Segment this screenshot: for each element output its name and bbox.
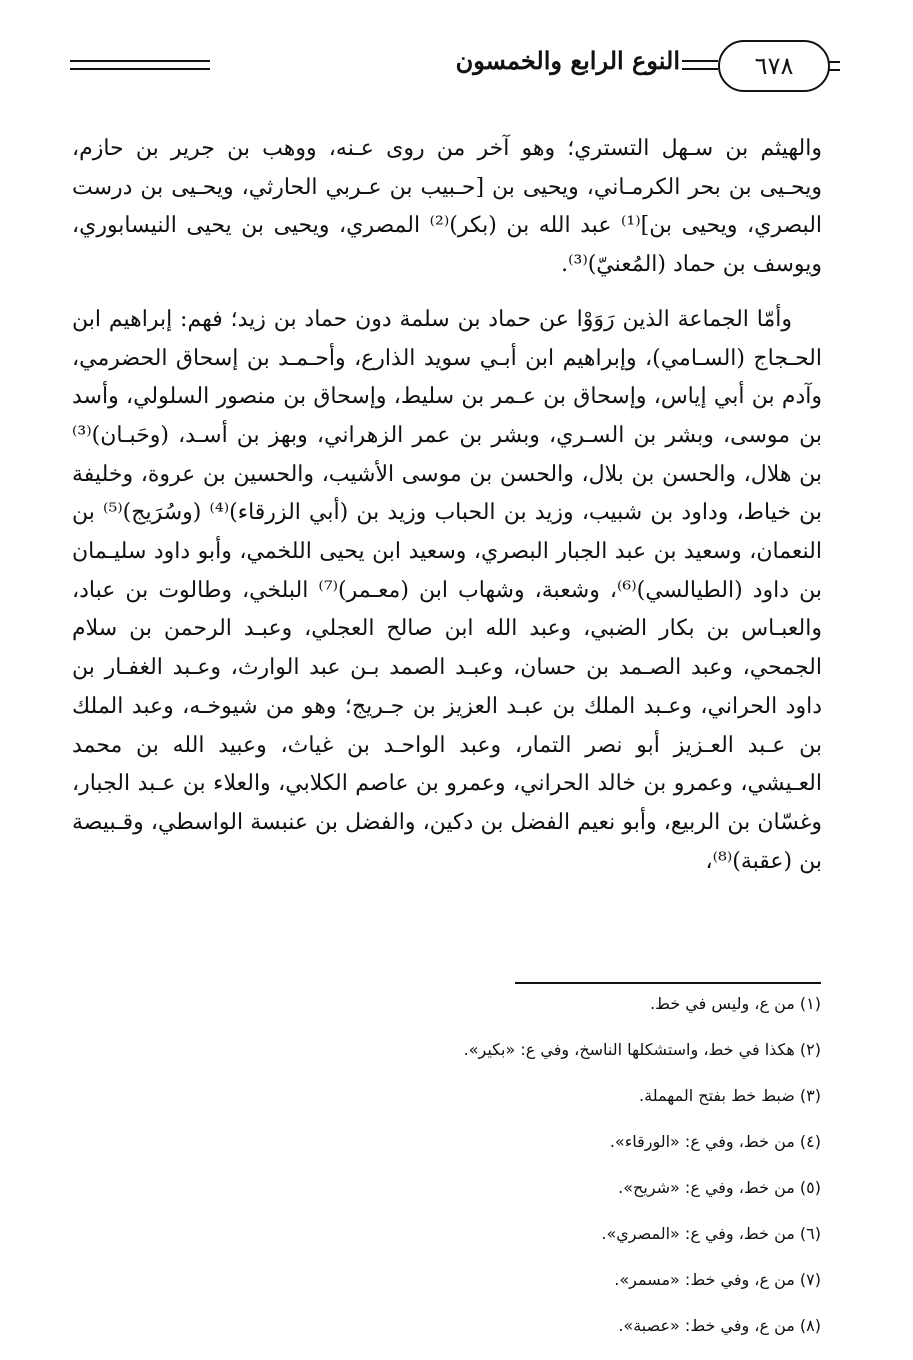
header-rule <box>70 60 210 70</box>
chapter-title: النوع الرابع والخمسون <box>455 46 680 75</box>
paragraph: والهيثم بن سـهل التستري؛ وهو آخر من روى عـنه، ووهب بن جرير بن حازم، ويحـيى بن بحر الكرمـاني، ويحيى بن [حـبيب بن عـربي الحارثي، ويحـيى بن درست البصري، ويحيى بن]⁽¹⁾ عبد الله بن (بكر)⁽²⁾ المصري، ويحيى بن يحيى النيسابوري، ويوسف بن حماد (المُعنيّ)⁽³⁾. <box>72 136 823 278</box>
paragraph: وأمّا الجماعة الذين رَوَوْا عن حماد بن سلمة دون حماد بن زيد؛ فهم: إبراهيم ابن الحـجاج (السـامي)، وإبراهيم ابن أبـي سويد الذارع، وأحـمـد بن إسحاق الحضرمي، وآدم بن أبي إياس، وإسحاق بن عـمر بن سليط، وإسحاق بن منصور السلولي، وأسد بن موسى، وبشر بن السـري، وبشر بن عمر الزهراني، وبهز بن أسـد، (وحَبـان)⁽³⁾ بن هلال، والحسن بن بلال، والحسن بن موسى الأشيب، والحسين بن عروة، وخليفة بن خياط، وداود بن شبيب، وزيد بن الحباب وزيد بن (أبي الزرقاء)⁽⁴⁾ (وسُرَيج)⁽⁵⁾ بن النعمان، وسعيد بن عبد الجبار البصري، وسعيد ابن يحيى اللخمي، وأبو داود سليـمان بن داود (الطيالسي)⁽⁶⁾، وشعبة، وشهاب ابن (معـمر)⁽⁷⁾ البلخي، وطالوت بن عباد، والعبـاس بن بكار الضبي، وعبد الله ابن صالح العجلي، وعبـد الرحمن بن سلام الجمحي، وعبد الصـمد بن حسان، وعبـد الصمد بـن عبد الوارث، وعـبد الغفـار بن داود الحراني، وعـبد الملك بن عبـد العزيز بن جـريج؛ وهو من شيوخـه، وعبد الملك بن عـبد العـزيز أبو نصر التمار، وعبد الواحـد بن غياث، وعبيد الله بن محمد العـيشي، وعمرو بن خالد الحراني، وعمرو بن عاصم الكلابي، والعلاء بن عـبد الجبار، وغسّان بن الربيع، وأبو نعيم الفضل بن دكين، والفضل بن عنبسة الواسطي، وقـبيصة بن (عقبة)⁽⁸⁾، <box>72 306 822 874</box>
main-text <box>72 130 822 881</box>
footnote: (٤) من خط، وفي ع: «الورقاء». <box>609 1132 821 1151</box>
footnote: (٦) من خط، وفي ع: «المصري». <box>601 1224 821 1243</box>
footnote: (٧) من ع، وفي خط: «مسمر». <box>614 1270 821 1289</box>
footnote: (٣) ضبط خط بفتح المهملة. <box>639 1086 821 1105</box>
page-number: ٦٧٨ <box>718 40 830 92</box>
footnotes <box>121 992 821 1360</box>
footnote: (٢) هكذا في خط، واستشكلها الناسخ، وفي ع: «بكير». <box>463 1040 821 1059</box>
header-rule <box>682 60 718 70</box>
page-header <box>70 40 830 90</box>
footnote: (٨) من ع، وفي خط: «عصبة». <box>618 1316 821 1335</box>
footnote-separator <box>515 982 821 984</box>
footnote: (١) من ع، وليس في خط. <box>650 994 821 1013</box>
footnote: (٥) من خط، وفي ع: «شريح». <box>618 1178 821 1197</box>
